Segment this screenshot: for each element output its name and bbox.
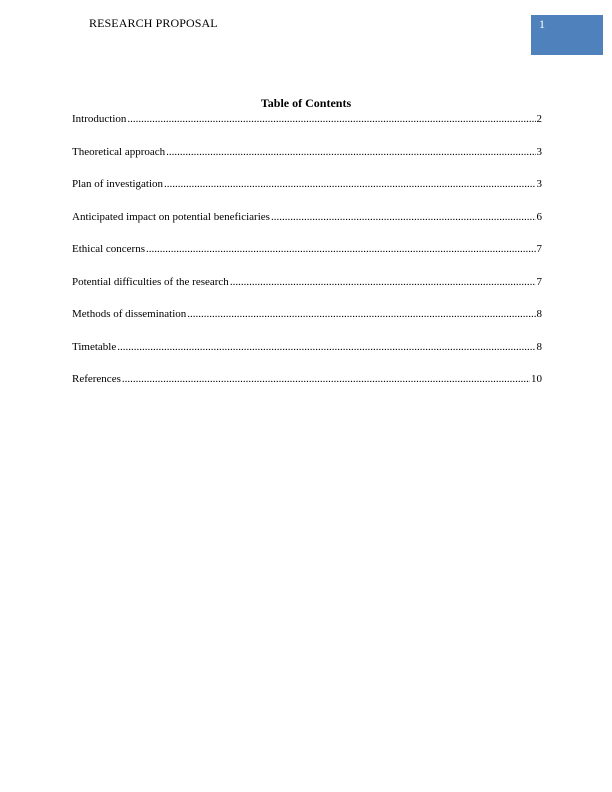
toc-entry-page: 2 xyxy=(536,113,542,125)
toc-entry-page: 3 xyxy=(536,145,542,158)
page-number-box xyxy=(531,15,603,55)
toc-entry-page: 10 xyxy=(531,373,542,385)
toc-dot-leader xyxy=(122,372,530,386)
toc-entry-label: Methods of dissemination xyxy=(72,308,187,320)
toc-entry-theoretical-approach[interactable] xyxy=(72,145,542,178)
toc-entry-potential-difficulties[interactable] xyxy=(72,275,542,308)
running-header-title: RESEARCH PROPOSAL xyxy=(89,16,218,30)
toc-entry-introduction[interactable] xyxy=(72,112,542,145)
toc-entry-label: Plan of investigation xyxy=(72,178,164,190)
toc-entry-plan-of-investigation[interactable] xyxy=(72,177,542,210)
toc-entry-label: Theoretical approach xyxy=(72,145,166,158)
toc-entry-label: Timetable xyxy=(72,340,117,353)
toc-entry-page: 3 xyxy=(536,178,542,190)
toc-entry-timetable[interactable] xyxy=(72,340,542,373)
table-of-contents xyxy=(72,112,542,405)
toc-entry-label: Anticipated impact on potential beneficiaries xyxy=(72,210,270,223)
toc-entry-label: Ethical concerns xyxy=(72,243,145,255)
toc-dot-leader xyxy=(166,145,535,159)
toc-entry-label: References xyxy=(72,373,121,385)
toc-dot-leader xyxy=(230,275,536,289)
toc-entry-page: 7 xyxy=(536,243,542,255)
toc-entry-references[interactable] xyxy=(72,372,542,405)
toc-dot-leader xyxy=(146,242,536,256)
toc-entry-anticipated-impact[interactable] xyxy=(72,210,542,243)
toc-entry-page: 8 xyxy=(536,340,542,353)
toc-dot-leader xyxy=(271,210,536,224)
toc-entry-ethical-concerns[interactable] xyxy=(72,242,542,275)
toc-entry-page: 7 xyxy=(536,275,542,288)
toc-dot-leader xyxy=(127,112,535,126)
toc-entry-page: 8 xyxy=(536,308,542,320)
toc-entry-page: 6 xyxy=(536,210,542,223)
page-number: 1 xyxy=(539,17,545,31)
toc-entry-label: Introduction xyxy=(72,113,127,125)
toc-dot-leader xyxy=(164,177,535,191)
toc-dot-leader xyxy=(187,307,535,321)
toc-dot-leader xyxy=(117,340,535,354)
toc-entry-label: Potential difficulties of the research xyxy=(72,275,229,288)
toc-heading: Table of Contents xyxy=(260,96,352,110)
toc-entry-methods-of-dissemination[interactable] xyxy=(72,307,542,340)
